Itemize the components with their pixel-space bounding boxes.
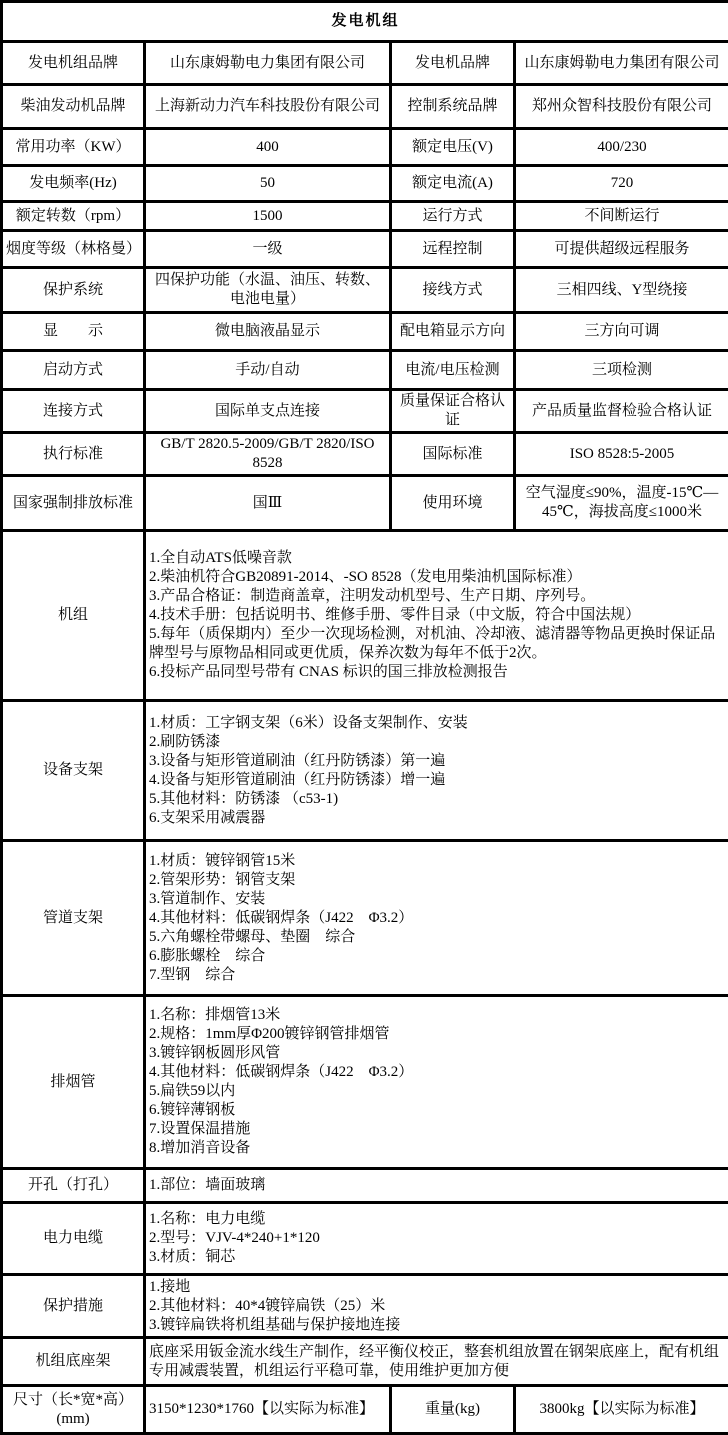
section-label: 电力电缆 <box>2 1203 145 1275</box>
spec-value: 不间断运行 <box>515 202 728 231</box>
spec-row <box>2 202 728 231</box>
spec-row <box>2 433 728 476</box>
spec-label: 国家强制排放标准 <box>2 476 145 531</box>
section-content <box>145 701 728 841</box>
spec-row <box>2 231 728 268</box>
spec-row <box>2 390 728 433</box>
spec-value: 山东康姆勒电力集团有限公司 <box>145 42 391 85</box>
spec-value: 产品质量监督检验合格认证 <box>515 390 728 433</box>
section-label: 保护措施 <box>2 1275 145 1338</box>
spec-value: 郑州众智科技股份有限公司 <box>515 85 728 129</box>
section-line: 5.其他材料：防锈漆 （c53-1) <box>149 790 725 809</box>
spec-label: 电流/电压检测 <box>391 351 515 390</box>
section-row-protection <box>2 1275 728 1338</box>
section-line: 3.镀锌扁铁将机组基础与保护接地连接 <box>149 1316 725 1335</box>
spec-value: 三方向可调 <box>515 313 728 351</box>
spec-value: 一级 <box>145 231 391 268</box>
section-line: 5.每年（质保期内）至少一次现场检测，对机油、冷却液、滤清器等物品更换时保证品牌型号与原物品相同或更优质，保养次数为每年不低于2次。 <box>149 625 725 663</box>
section-row-base-frame <box>2 1338 728 1386</box>
section-row-drilling <box>2 1169 728 1203</box>
section-line: 2.柴油机符合GB20891-2014、-SO 8528（发电用柴油机国际标准） <box>149 568 725 587</box>
spec-row <box>2 476 728 531</box>
section-label: 机组底座架 <box>2 1338 145 1386</box>
spec-label: 显 示 <box>2 313 145 351</box>
spec-value: 手动/自动 <box>145 351 391 390</box>
spec-value: 三相四线、Y型绕接 <box>515 268 728 313</box>
section-line: 1.材质：镀锌钢管15米 <box>149 852 725 871</box>
section-line: 4.其他材料：低碳钢焊条（J422 Φ3.2） <box>149 909 725 928</box>
spec-label: 运行方式 <box>391 202 515 231</box>
spec-label: 额定电流(A) <box>391 166 515 202</box>
spec-label: 远程控制 <box>391 231 515 268</box>
spec-value: 720 <box>515 166 728 202</box>
section-line: 6.镀锌薄钢板 <box>149 1101 725 1120</box>
section-content <box>145 1338 728 1386</box>
section-line: 5.六角螺栓带螺母、垫圈 综合 <box>149 928 725 947</box>
spec-row <box>2 166 728 202</box>
spec-value: 1500 <box>145 202 391 231</box>
section-content <box>145 841 728 996</box>
spec-row <box>2 268 728 313</box>
spec-label: 发电机品牌 <box>391 42 515 85</box>
section-label: 排烟管 <box>2 996 145 1169</box>
section-line: 6.投标产品同型号带有 CNAS 标识的国三排放检测报告 <box>149 663 725 682</box>
spec-label: 连接方式 <box>2 390 145 433</box>
spec-value: 三项检测 <box>515 351 728 390</box>
footer-row <box>2 1386 728 1434</box>
spec-label: 国际标准 <box>391 433 515 476</box>
spec-value: 上海新动力汽车科技股份有限公司 <box>145 85 391 129</box>
section-line: 7.设置保温措施 <box>149 1120 725 1139</box>
spec-label: 配电箱显示方向 <box>391 313 515 351</box>
weight-label: 重量(kg) <box>391 1386 515 1434</box>
spec-value: 可提供超级远程服务 <box>515 231 728 268</box>
spec-value: 国际单支点连接 <box>145 390 391 433</box>
section-line: 1.名称：电力电缆 <box>149 1210 725 1229</box>
spec-label: 柴油发动机品牌 <box>2 85 145 129</box>
spec-value: 国Ⅲ <box>145 476 391 531</box>
section-line: 1.材质：工字钢支架（6米）设备支架制作、安装 <box>149 714 725 733</box>
section-line: 3.设备与矩形管道刷油（红丹防锈漆）第一遍 <box>149 752 725 771</box>
section-line: 3.产品合格证：制造商盖章，注明发动机型号、生产日期、序列号。 <box>149 587 725 606</box>
section-content <box>145 1169 728 1203</box>
spec-value: 四保护功能（水温、油压、转数、电池电量） <box>145 268 391 313</box>
spec-value: 50 <box>145 166 391 202</box>
section-line: 5.扁铁59以内 <box>149 1082 725 1101</box>
spec-label: 控制系统品牌 <box>391 85 515 129</box>
dimension-value: 3150*1230*1760【以实际为标准】 <box>145 1386 391 1434</box>
spec-label: 使用环境 <box>391 476 515 531</box>
spec-value: 400/230 <box>515 129 728 166</box>
section-line: 4.技术手册：包括说明书、维修手册、零件目录（中文版，符合中国法规） <box>149 606 725 625</box>
spec-value: 微电脑液晶显示 <box>145 313 391 351</box>
section-line: 1.全自动ATS低噪音款 <box>149 549 725 568</box>
spec-label: 常用功率（KW） <box>2 129 145 166</box>
section-content <box>145 996 728 1169</box>
spec-row <box>2 42 728 85</box>
section-line: 1.部位：墙面玻璃 <box>149 1176 725 1195</box>
section-line: 4.设备与矩形管道刷油（红丹防锈漆）增一遍 <box>149 771 725 790</box>
section-line: 2.其他材料：40*4镀锌扁铁（25）米 <box>149 1297 725 1316</box>
section-row-exhaust-pipe <box>2 996 728 1169</box>
spec-label: 发电机组品牌 <box>2 42 145 85</box>
section-label: 设备支架 <box>2 701 145 841</box>
spec-row <box>2 313 728 351</box>
title-row <box>2 2 728 42</box>
spec-label: 发电频率(Hz) <box>2 166 145 202</box>
spec-row <box>2 129 728 166</box>
spec-label: 接线方式 <box>391 268 515 313</box>
spec-value: 空气湿度≤90%，温度-15℃—45℃，海拔高度≤1000米 <box>515 476 728 531</box>
spec-label: 启动方式 <box>2 351 145 390</box>
section-line: 3.材质：铜芯 <box>149 1248 725 1267</box>
section-line: 6.支架采用减震器 <box>149 809 725 828</box>
section-label: 管道支架 <box>2 841 145 996</box>
spec-row <box>2 85 728 129</box>
spec-value: 400 <box>145 129 391 166</box>
spec-label: 烟度等级（林格曼） <box>2 231 145 268</box>
spec-value: 山东康姆勒电力集团有限公司 <box>515 42 728 85</box>
spec-label: 额定转数（rpm） <box>2 202 145 231</box>
section-content <box>145 1275 728 1338</box>
section-label: 开孔（打孔） <box>2 1169 145 1203</box>
section-row-unit <box>2 531 728 701</box>
section-row-pipe-bracket <box>2 841 728 996</box>
section-line: 2.管架形势：钢管支架 <box>149 871 725 890</box>
section-line: 1.接地 <box>149 1278 725 1297</box>
section-line: 2.刷防锈漆 <box>149 733 725 752</box>
spec-value: ISO 8528:5-2005 <box>515 433 728 476</box>
section-line: 1.名称：排烟管13米 <box>149 1006 725 1025</box>
section-line: 7.型钢 综合 <box>149 966 725 985</box>
section-line: 2.规格：1mm厚Φ200镀锌钢管排烟管 <box>149 1025 725 1044</box>
section-content <box>145 531 728 701</box>
section-line: 底座采用钣金流水线生产制作，经平衡仪校正，整套机组放置在钢架底座上，配有机组专用减震装置，机组运行平稳可靠，使用维护更加方便 <box>149 1343 725 1381</box>
spec-value: GB/T 2820.5-2009/GB/T 2820/ISO 8528 <box>145 433 391 476</box>
section-line: 3.镀锌钢板圆形风管 <box>149 1044 725 1063</box>
weight-value: 3800kg【以实际为标准】 <box>515 1386 728 1434</box>
section-row-power-cable <box>2 1203 728 1275</box>
section-content <box>145 1203 728 1275</box>
dimension-label: 尺寸（长*宽*高）(mm) <box>2 1386 145 1434</box>
section-row-equipment-bracket <box>2 701 728 841</box>
section-line: 4.其他材料：低碳钢焊条（J422 Φ3.2） <box>149 1063 725 1082</box>
spec-label: 额定电压(V) <box>391 129 515 166</box>
spec-label: 质量保证合格认证 <box>391 390 515 433</box>
spec-label: 执行标准 <box>2 433 145 476</box>
section-label: 机组 <box>2 531 145 701</box>
section-line: 2.型号：VJV-4*240+1*120 <box>149 1229 725 1248</box>
section-line: 3.管道制作、安装 <box>149 890 725 909</box>
page-title: 发电机组 <box>2 2 728 42</box>
section-line: 6.膨胀螺栓 综合 <box>149 947 725 966</box>
spec-row <box>2 351 728 390</box>
section-line: 8.增加消音设备 <box>149 1139 725 1158</box>
spec-label: 保护系统 <box>2 268 145 313</box>
